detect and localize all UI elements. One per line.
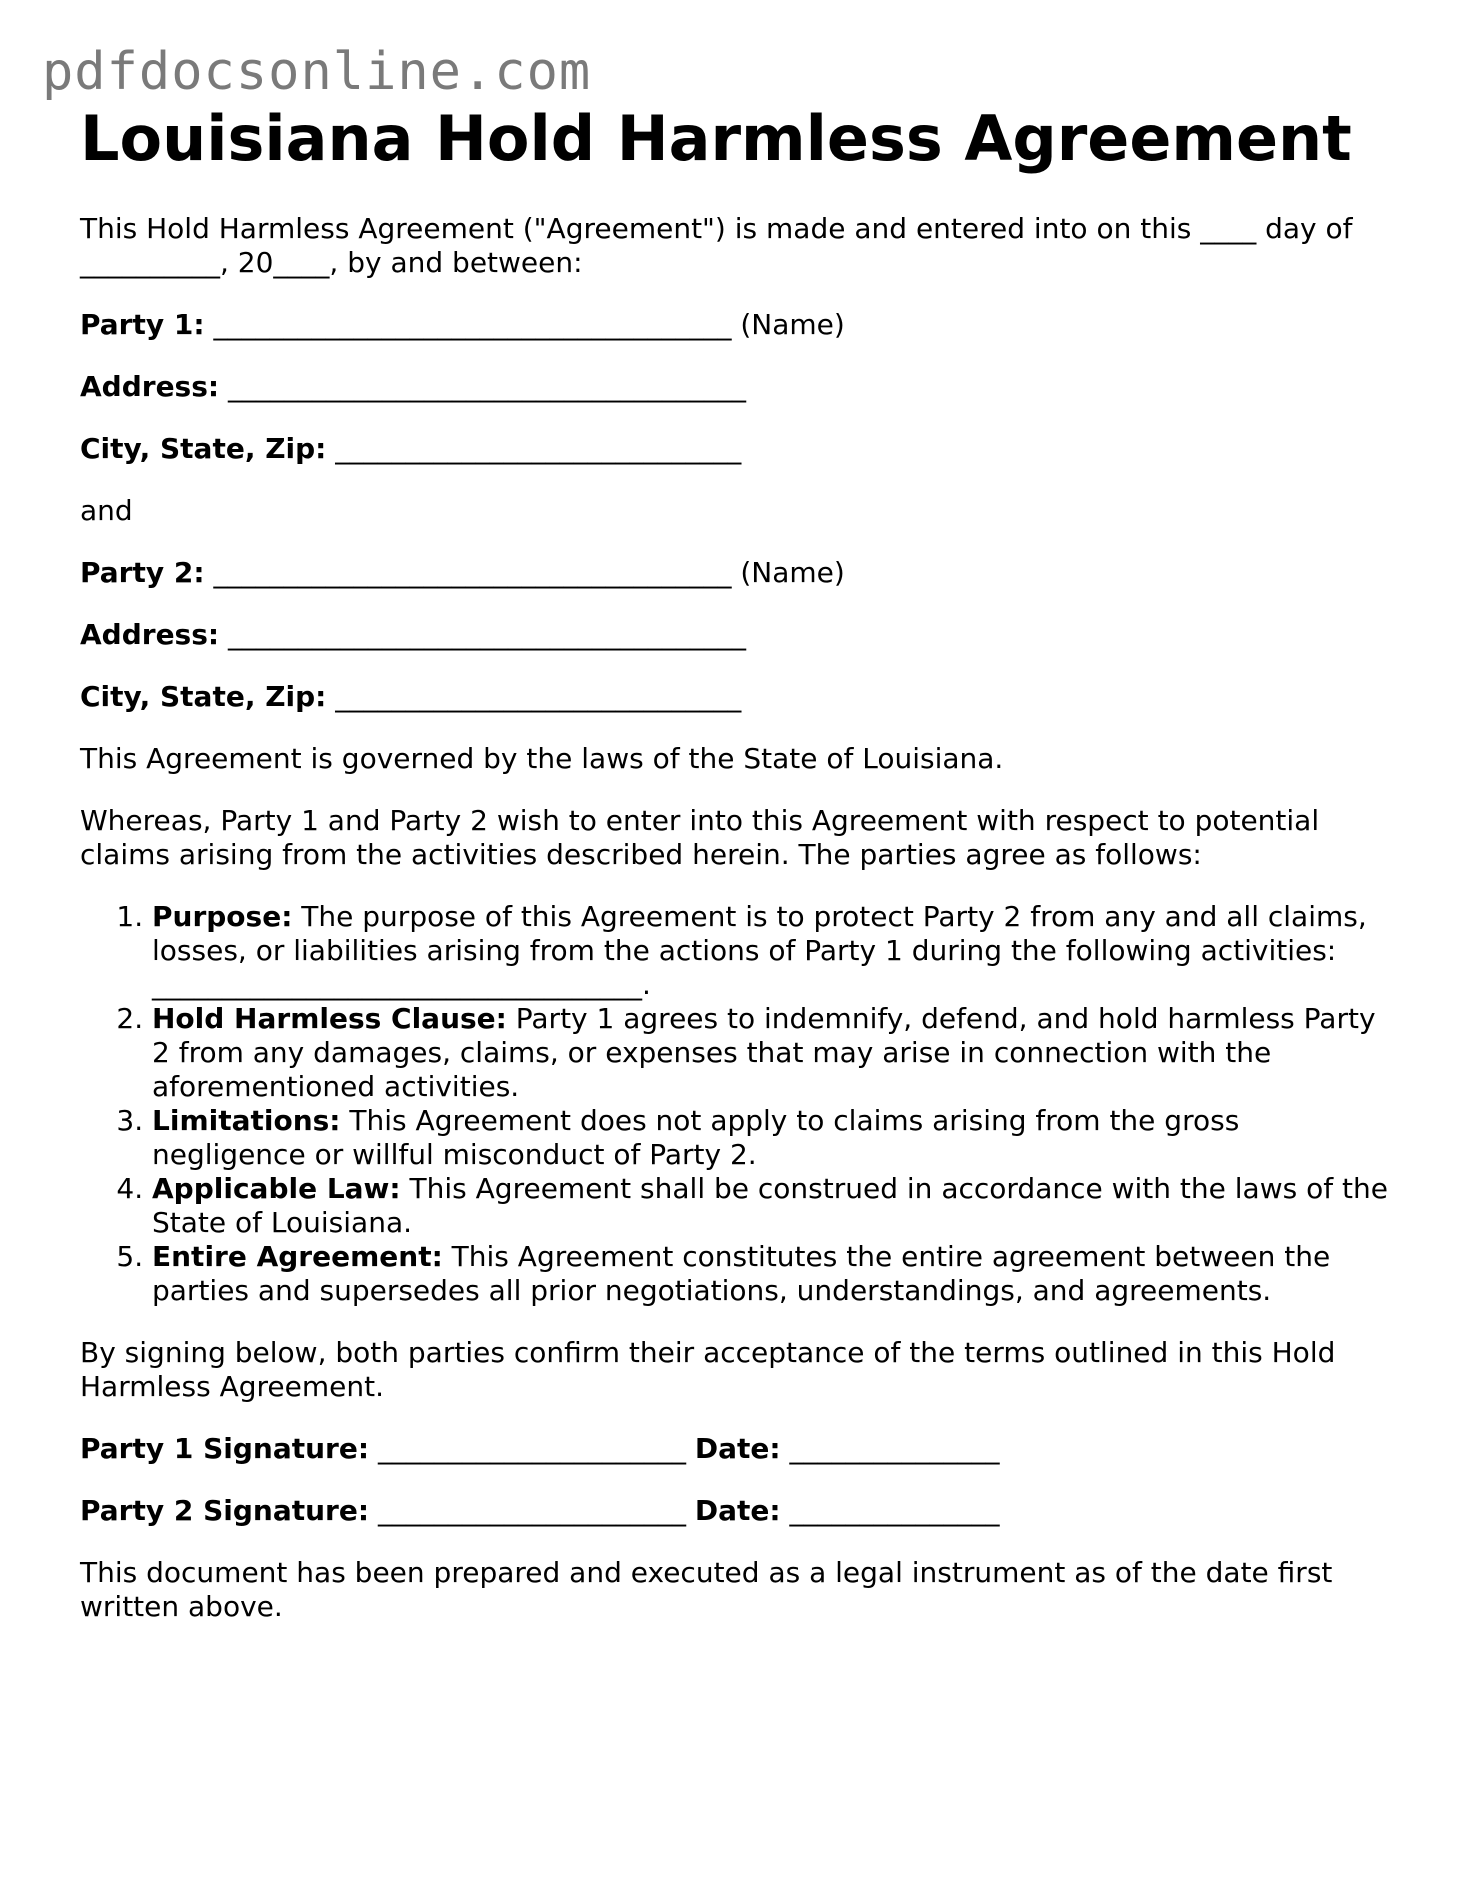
- clause-list: [80, 900, 1400, 1308]
- confirm-paragraph: By signing below, both parties confirm their acceptance of the terms outlined in this Hold Harmless Agreement.: [80, 1336, 1336, 1403]
- clause-item: [152, 1002, 1400, 1104]
- clause-text: Party 1 agrees to indemnify, defend, and hold harmless Party 2 from any damages, claims, or expenses that may arise in connection with the aforementioned activities.: [152, 1002, 1376, 1103]
- party2-city-field[interactable]: [80, 680, 1400, 714]
- party2-signature-label: Party 2 Signature:: [80, 1494, 370, 1527]
- party1-address-label: Address:: [80, 370, 220, 403]
- party1-city-blank[interactable]: _____________________________: [326, 432, 742, 465]
- page-title: Louisiana Hold Harmless Agreement: [80, 102, 1352, 175]
- party1-name-label: Party 1:: [80, 308, 205, 341]
- clause-text: This Agreement shall be construed in accordance with the laws of the State of Louisiana.: [152, 1172, 1388, 1239]
- document: [80, 104, 1400, 1652]
- clause-item: [152, 900, 1400, 1002]
- party1-date-label: Date:: [694, 1432, 781, 1465]
- party1-signature-row[interactable]: [80, 1432, 1400, 1466]
- clause-item: [152, 1104, 1400, 1172]
- party2-address-label: Address:: [80, 618, 220, 651]
- and-text: and: [80, 494, 133, 527]
- party2-name-label: Party 2:: [80, 556, 205, 589]
- clause-heading: Applicable Law:: [152, 1172, 401, 1205]
- clause-heading: Entire Agreement:: [152, 1240, 443, 1273]
- clause-item: [152, 1240, 1400, 1308]
- party1-address-blank[interactable]: _____________________________________: [219, 370, 746, 403]
- closing-paragraph: This document has been prepared and executed as a legal instrument as of the date first written above.: [80, 1556, 1333, 1623]
- party2-date-label: Date:: [694, 1494, 781, 1527]
- party2-name-field[interactable]: [80, 556, 1400, 590]
- whereas-paragraph: Whereas, Party 1 and Party 2 wish to enter into this Agreement with respect to potential claims arising from the activities described herein. The parties agree as follows:: [80, 804, 1320, 871]
- clause-heading: Purpose:: [152, 900, 293, 933]
- party1-name-field[interactable]: [80, 308, 1400, 342]
- clause-heading: Hold Harmless Clause:: [152, 1002, 507, 1035]
- party2-name-blank[interactable]: _____________________________________ (Name): [204, 556, 845, 589]
- party1-name-blank[interactable]: _____________________________________ (Name): [204, 308, 845, 341]
- party1-signature-label: Party 1 Signature:: [80, 1432, 370, 1465]
- governing-law-text: This Agreement is governed by the laws of the State of Louisiana.: [80, 742, 1004, 775]
- party2-signature-row[interactable]: [80, 1494, 1400, 1528]
- party1-date-blank[interactable]: _______________: [780, 1432, 1000, 1465]
- party2-address-blank[interactable]: _____________________________________: [219, 618, 746, 651]
- clause-text: This Agreement does not apply to claims arising from the gross negligence or willful misconduct of Party 2.: [152, 1104, 1240, 1171]
- party1-city-field[interactable]: [80, 432, 1400, 466]
- clause-text: The purpose of this Agreement is to protect Party 2 from any and all claims, losses, or liabilities arising from the actions of Party 1 during the following activities: ___________________________________.: [152, 900, 1367, 1001]
- clause-heading: Limitations:: [152, 1104, 341, 1137]
- party2-date-blank[interactable]: _______________: [780, 1494, 1000, 1527]
- party2-city-blank[interactable]: _____________________________: [326, 680, 742, 713]
- party1-city-label: City, State, Zip:: [80, 432, 327, 465]
- watermark: pdfdocsonline.com: [42, 42, 592, 102]
- clause-item: [152, 1172, 1400, 1240]
- party2-signature-blank[interactable]: ______________________: [369, 1494, 695, 1527]
- party1-address-field[interactable]: [80, 370, 1400, 404]
- clause-text: This Agreement constitutes the entire agreement between the parties and supersedes all prior negotiations, understandings, and agreements.: [152, 1240, 1331, 1307]
- intro-paragraph: This Hold Harmless Agreement ("Agreement") is made and entered into on this ____ day of __________, 20____, by and between:: [80, 212, 1353, 279]
- party2-city-label: City, State, Zip:: [80, 680, 327, 713]
- party2-address-field[interactable]: [80, 618, 1400, 652]
- party1-signature-blank[interactable]: ______________________: [369, 1432, 695, 1465]
